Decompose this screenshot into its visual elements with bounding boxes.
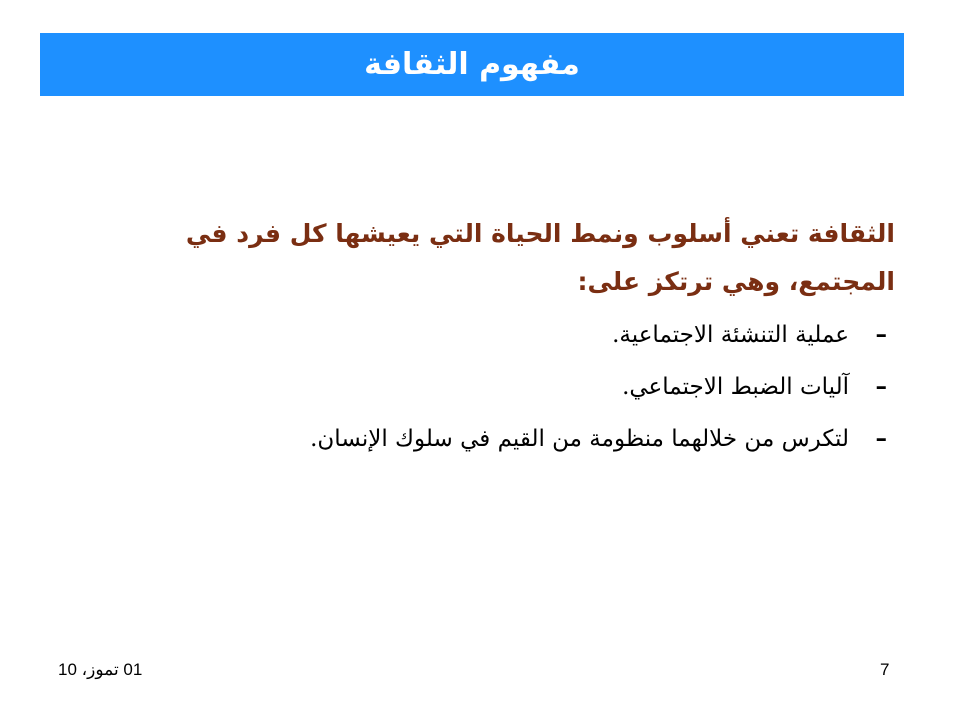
bullet-item — [95, 320, 895, 350]
intro-paragraph: الثقافة تعني أسلوب ونمط الحياة التي يعيشها كل فرد في المجتمع، وهي ترتكز على: — [185, 219, 895, 296]
slide-content — [95, 210, 895, 476]
slide-title: مفهوم الثقافة — [364, 47, 580, 82]
bullet-item — [95, 424, 895, 454]
bullet-text: عملية التنشئة الاجتماعية. — [612, 322, 849, 348]
title-bar — [40, 33, 904, 96]
bullet-marker: – — [875, 425, 887, 452]
bullet-marker: – — [875, 373, 887, 400]
bullet-text: آليات الضبط الاجتماعي. — [622, 374, 849, 400]
bullet-marker: – — [875, 321, 887, 348]
bullet-text: لتكرس من خلالهما منظومة من القيم في سلوك الإنسان. — [310, 426, 849, 452]
footer-date: 01 تموز، 10 — [58, 660, 143, 679]
bullet-item — [95, 372, 895, 402]
bullet-list — [95, 320, 895, 454]
page-number: 7 — [880, 660, 890, 679]
